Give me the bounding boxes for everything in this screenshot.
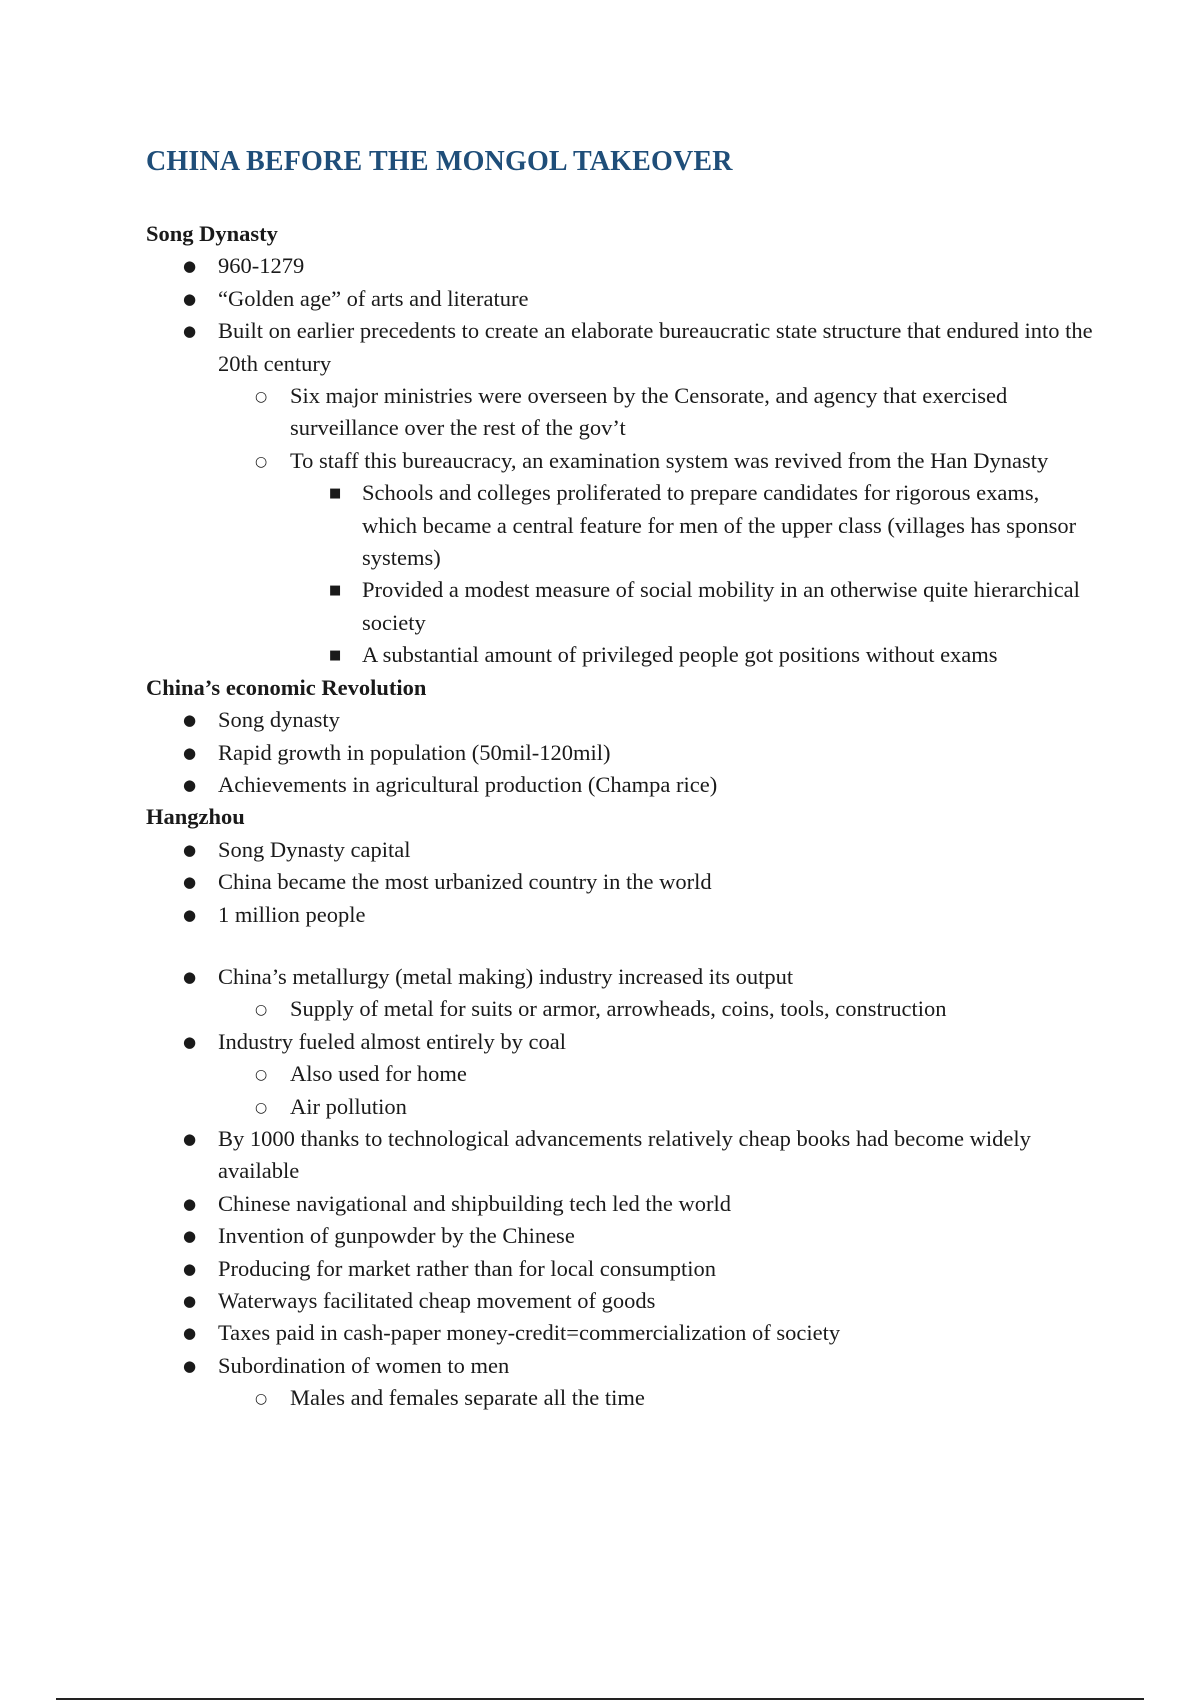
list-item-text: Song Dynasty capital [218,836,411,862]
list-item-text: Also used for home [290,1061,467,1087]
sub-list-item [218,993,1096,1025]
list-item-text: Producing for market rather than for local consumption [218,1255,716,1281]
list-item-text: Taxes paid in cash-paper money-credit=commercialization of society [218,1320,841,1346]
blank-line [146,931,1096,961]
sublist [218,1058,1096,1123]
list-item-text: To staff this bureaucracy, an examination system was revived from the Han Dynasty [290,447,1049,473]
list-item [146,283,1096,315]
list-item [146,1253,1096,1285]
list-item [146,1317,1096,1349]
list-item-text: Supply of metal for suits or armor, arrowheads, coins, tools, construction [290,996,947,1022]
song-dynasty-list [146,250,1096,671]
list-item [146,961,1096,1026]
list-item [146,1123,1096,1188]
list-item [146,1188,1096,1220]
list-item-text: Six major ministries were overseen by the Censorate, and agency that exercised surveillance over the rest of the gov’t [290,383,1008,441]
section-heading-hangzhou: Hangzhou [146,804,245,830]
list-item-text: 960-1279 [218,253,305,279]
list-item-text: “Golden age” of arts and literature [218,285,529,311]
list-item [146,834,1096,866]
sub-sub-list-item [290,477,1096,574]
sublist [218,993,1096,1025]
economy-details-list [146,961,1096,1415]
list-item-text: Air pollution [290,1093,407,1119]
list-item [146,899,1096,931]
sub-list-item [218,445,1096,672]
list-item-text: A substantial amount of privileged people got positions without exams [362,642,998,668]
list-item [146,1026,1096,1123]
hangzhou-list [146,834,1096,931]
list-item-text: 1 million people [218,901,366,927]
section-heading-song-dynasty: Song Dynasty [146,221,278,246]
sublist [218,380,1096,672]
list-item [146,704,1096,736]
list-item-text: Rapid growth in population (50mil-120mil) [218,739,611,765]
list-item-text: Invention of gunpowder by the Chinese [218,1223,575,1249]
sub-list-item [218,1091,1096,1123]
list-item-text: Chinese navigational and shipbuilding tech led the world [218,1190,732,1216]
page-title: CHINA BEFORE THE MONGOL TAKEOVER [146,146,733,177]
document-body [146,218,1096,1415]
list-item [146,769,1096,801]
sub-sublist [290,477,1096,671]
list-item-text: Built on earlier precedents to create an elaborate bureaucratic state structure that endured into the 20th century [218,318,1093,376]
list-item-text: Song dynasty [218,707,340,733]
sub-sub-list-item [290,574,1096,639]
list-item-text: China’s metallurgy (metal making) industry increased its output [218,963,794,989]
list-item-text: China became the most urbanized country in the world [218,869,712,895]
list-item [146,737,1096,769]
section-heading-economic-revolution: China’s economic Revolution [146,674,427,700]
list-item-text: Schools and colleges proliferated to prepare candidates for rigorous exams, which became a central feature for men of the upper class (villages has sponsor systems) [362,480,1077,571]
list-item [146,1285,1096,1317]
economic-revolution-list [146,704,1096,801]
list-item-text: By 1000 thanks to technological advancements relatively cheap books had become widely available [218,1125,1031,1184]
list-item-text: Waterways facilitated cheap movement of goods [218,1288,656,1313]
sublist [218,1382,1096,1414]
sub-list-item [218,1382,1096,1414]
list-item-text: Industry fueled almost entirely by coal [218,1028,567,1054]
sub-list-item [218,380,1096,445]
sub-sub-list-item [290,639,1096,671]
list-item [146,1220,1096,1252]
sub-list-item [218,1058,1096,1090]
list-item [146,250,1096,282]
list-item-text: Males and females separate all the time [290,1385,645,1411]
list-item [146,866,1096,898]
list-item [146,315,1096,671]
list-item-text: Achievements in agricultural production (Champa rice) [218,771,718,797]
list-item-text: Provided a modest measure of social mobility in an otherwise quite hierarchical society [362,577,1080,635]
list-item-text: Subordination of women to men [218,1352,510,1378]
list-item [146,1350,1096,1415]
